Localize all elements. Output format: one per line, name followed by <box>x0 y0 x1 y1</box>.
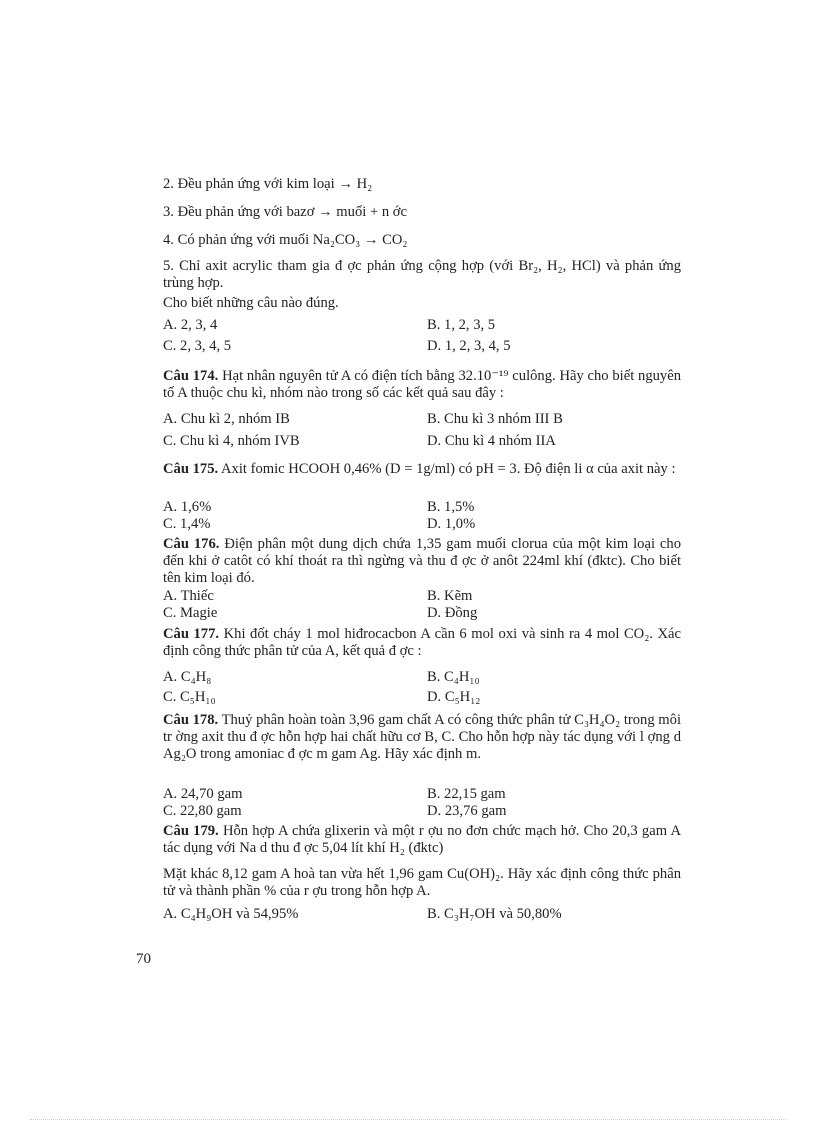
option-c: C. 1,4% <box>163 516 211 532</box>
question-179 <box>163 823 681 857</box>
question-text: Axit fomic HCOOH 0,46% (D = 1g/ml) có pH = 3. Độ điện li α của axit này : <box>220 461 676 477</box>
option-a: A. 2, 3, 4 <box>163 317 218 333</box>
statement-5: 5. Chỉ axit acrylic tham gia đ ợc phản ứng cộng hợp (với Br₂, H₂, HCl) và phản ứng trùng hợp. <box>163 258 681 291</box>
q173-options <box>163 317 681 355</box>
option-a: A. C₄H₈ <box>163 669 212 685</box>
option-d: D. Đồng <box>427 605 478 621</box>
question-text: Hạt nhân nguyên tử A có điện tích bằng 32.10⁻¹⁹ culông. Hãy cho biết nguyên tố A thuộc chu kì, nhóm nào trong số các kết quả sau đây : <box>163 368 682 401</box>
option-c: C. Magie <box>163 605 218 621</box>
question-label: Câu 174. <box>163 368 219 384</box>
option-d: D. 23,76 gam <box>427 803 507 819</box>
question-prompt: Cho biết những câu nào đúng. <box>163 295 339 311</box>
option-c: C. 2, 3, 4, 5 <box>163 338 232 354</box>
option-a: A. 1,6% <box>163 499 212 515</box>
q177-options <box>163 669 681 706</box>
option-b: B. 1,5% <box>427 499 475 515</box>
option-b: B. 22,15 gam <box>427 786 506 802</box>
statement-4: 4. Có phản ứng với muối Na₂CO₃ → CO₂ <box>163 232 408 248</box>
option-d: D. 1,0% <box>427 516 476 532</box>
question-175 <box>163 461 681 478</box>
option-a: A. Thiếc <box>163 588 214 604</box>
option-d: D. C₅H₁₂ <box>427 689 481 705</box>
q178-options <box>163 786 681 820</box>
question-label: Câu 176. <box>163 536 220 552</box>
question-label: Câu 177. <box>163 626 220 642</box>
option-a: A. Chu kì 2, nhóm IB <box>163 411 290 427</box>
q179-options <box>163 906 681 923</box>
question-label: Câu 179. <box>163 823 219 839</box>
option-d: D. 1, 2, 3, 4, 5 <box>427 338 511 354</box>
question-text: Hỗn hợp A chứa glixerin và một r ợu no đơn chức mạch hở. Cho 20,3 gam A tác dụng với Na d thu đ ợc 5,04 lít khí H₂ (đktc) <box>163 823 682 856</box>
footer-divider <box>30 1119 786 1121</box>
question-176 <box>163 536 681 587</box>
option-b: B. C₄H₁₀ <box>427 669 480 685</box>
option-b: B. Kẽm <box>427 588 473 604</box>
question-text: Điện phân một dung dịch chứa 1,35 gam muối clorua của một kim loại cho đến khi ở catôt có khí thoát ra thì ngừng và thu đ ợc ở anôt 224ml khí (đktc). Cho biết tên kim loại đó. <box>163 536 682 586</box>
question-177 <box>163 626 681 660</box>
page-number: 70 <box>136 951 151 967</box>
question-174 <box>163 368 681 402</box>
q174-options <box>163 411 681 450</box>
question-label: Câu 175. <box>163 461 219 477</box>
statement-2: 2. Đều phản ứng với kim loại → H₂ <box>163 176 373 192</box>
option-c: C. Chu kì 4, nhóm IVB <box>163 433 300 449</box>
option-c: C. 22,80 gam <box>163 803 242 819</box>
question-text: Khi đốt cháy 1 mol hiđrocacbon A cần 6 mol oxi và sinh ra 4 mol CO₂. Xác định công thức phân tử của A, kết quả đ ợc : <box>163 626 681 659</box>
option-c: C. C₅H₁₀ <box>163 689 216 705</box>
option-a: A. 24,70 gam <box>163 786 243 802</box>
option-b: B. C₃H₇OH và 50,80% <box>427 906 562 922</box>
q176-options <box>163 588 681 622</box>
q175-options <box>163 499 681 533</box>
question-179-continued: Mặt khác 8,12 gam A hoà tan vừa hết 1,96 gam Cu(OH)₂. Hãy xác định công thức phân tử và thành phần % của r ợu trong hỗn hợp A. <box>163 866 681 899</box>
question-text: Thuỷ phân hoàn toàn 3,96 gam chất A có công thức phân tử C₃H₄O₂ trong môi tr ờng axit thu đ ợc hỗn hợp hai chất hữu cơ B, C. Cho hỗn hợp này tác dụng với l ợng d Ag₂O trong amoniac đ ợc m gam Ag. Hãy xác định m. <box>163 712 682 762</box>
option-d: D. Chu kì 4 nhóm IIA <box>427 433 556 449</box>
option-a: A. C₄H₉OH và 54,95% <box>163 906 299 922</box>
question-178 <box>163 712 681 763</box>
question-label: Câu 178. <box>163 712 219 728</box>
option-b: B. Chu kì 3 nhóm III B <box>427 411 563 427</box>
option-b: B. 1, 2, 3, 5 <box>427 317 496 333</box>
statement-3: 3. Đều phản ứng với bazơ → muối + n ớc <box>163 204 407 220</box>
